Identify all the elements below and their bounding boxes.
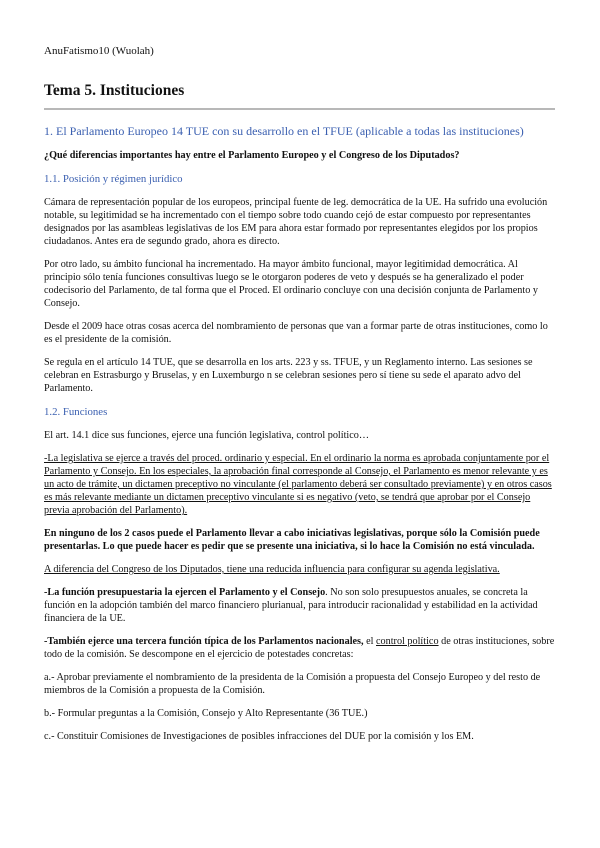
paragraph-rest: de otras instituciones, sobre todo de la comisión. Se descompone en el ejercicio de potestades concretas:: [44, 636, 555, 660]
underlined-term: control político: [376, 636, 439, 647]
section-heading-1: 1. El Parlamento Europeo 14 TUE con su desarrollo en el TFUE (aplicable a todas las instituciones): [44, 124, 524, 138]
author-line: AnuFatismo10 (Wuolah): [44, 45, 154, 57]
paragraph: Por otro lado, su ámbito funcional ha incrementado. Ha mayor ámbito funcional, mayor legitimidad democrática. Al principio sólo tenía funciones consultivas luego se le otorgaron poderes de veto y después se ha generalizado el poder codecisorio del Parlamento, de tal forma que el Proced. El ordinario concluye con una decisión conjunta de Parlamento y Consejo.: [44, 259, 538, 309]
list-item-a: a.- Aprobar previamente el nombramiento de la presidenta de la Comisión a propuesta del Consejo Europeo y del resto de miembros de la Comisión a propuesta de la Comisión.: [44, 672, 541, 696]
bold-lead: -La función presupuestaria la ejercen el Parlamento y el Consejo: [44, 587, 326, 598]
subsection-heading-1-1: 1.1. Posición y régimen jurídico: [44, 173, 183, 185]
document-body: [44, 124, 555, 753]
section-question: ¿Qué diferencias importantes hay entre el Parlamento Europeo y el Congreso de los Diputados?: [44, 150, 460, 161]
legislative-function-paragraph: -La legislativa se ejerce a través del proced. ordinario y especial. En el ordinario la norma es aprobada conjuntamente por el Parlamento y Consejo. En los especiales, la aprobación final corresponde al Consejo, el Parlamento es menor relevante y es un acto de trámite, un dictamen preceptivo no vinculante (el parlamento deberá ser consultado previamente) y en otros casos es más relevante mediante un dictamen preceptivo vinculante si es negativo (veto, se tendrá que aprobar por el Consejo previa aprobación del Parlamento).: [44, 453, 552, 516]
paragraph: Cámara de representación popular de los europeos, principal fuente de leg. democrática de la UE. Ha sufrido una evolución notable, su legitimidad se ha incrementado con el tiempo sobre todo cuando cejó de estar compuesto por representantes designados por las asambleas legislativas de los EM para ahora estar formado por representantes elegidos por los propios ciudadanos. Antes era de segundo grado, ahora es directo.: [44, 197, 548, 247]
subsection-heading-1-2: 1.2. Funciones: [44, 406, 108, 418]
title-divider: [44, 108, 555, 110]
political-control-paragraph: [44, 635, 555, 661]
paragraph: El art. 14.1 dice sus funciones, ejerce una función legislativa, control político…: [44, 430, 370, 441]
bold-paragraph: En ninguno de los 2 casos puede el Parlamento llevar a cabo iniciativas legislativas, porque sólo la Comisión puede presentarlas. Lo que puede hacer es pedir que se presente una iniciativa, si lo hace la Comisión no está vinculada.: [44, 528, 540, 552]
paragraph: Desde el 2009 hace otras cosas acerca del nombramiento de personas que van a formar parte de otras instituciones, como lo es el presidente de la comisión.: [44, 321, 548, 345]
list-item-b: b.- Formular preguntas a la Comisión, Consejo y Alto Representante (36 TUE.): [44, 708, 368, 719]
page-title: Tema 5. Instituciones: [44, 82, 185, 99]
paragraph-rest: . No son solo presupuestos anuales, se concreta la función en la adopción también del marco financiero plurianual, para introducir racionalidad y estabilidad en la actividad financiera de la UE.: [44, 587, 538, 624]
connector-text: el: [363, 636, 377, 647]
bold-lead: -También ejerce una tercera función típica de los Parlamentos nacionales,: [44, 636, 364, 647]
budget-function-paragraph: [44, 586, 555, 625]
paragraph: Se regula en el artículo 14 TUE, que se desarrolla en los arts. 223 y ss. TFUE, y un Reglamento interno. Las sesiones se celebran en Estrasburgo y Bruselas, y en Luxemburgo n se celebran sesiones pero sí tiene su sede el aparato advo del Parlamento.: [44, 357, 533, 394]
list-item-c: c.- Constituir Comisiones de Investigaciones de posibles infracciones del DUE por la comisión y los EM.: [44, 731, 474, 742]
underlined-paragraph: A diferencia del Congreso de los Diputados, tiene una reducida influencia para configurar su agenda legislativa.: [44, 564, 500, 575]
